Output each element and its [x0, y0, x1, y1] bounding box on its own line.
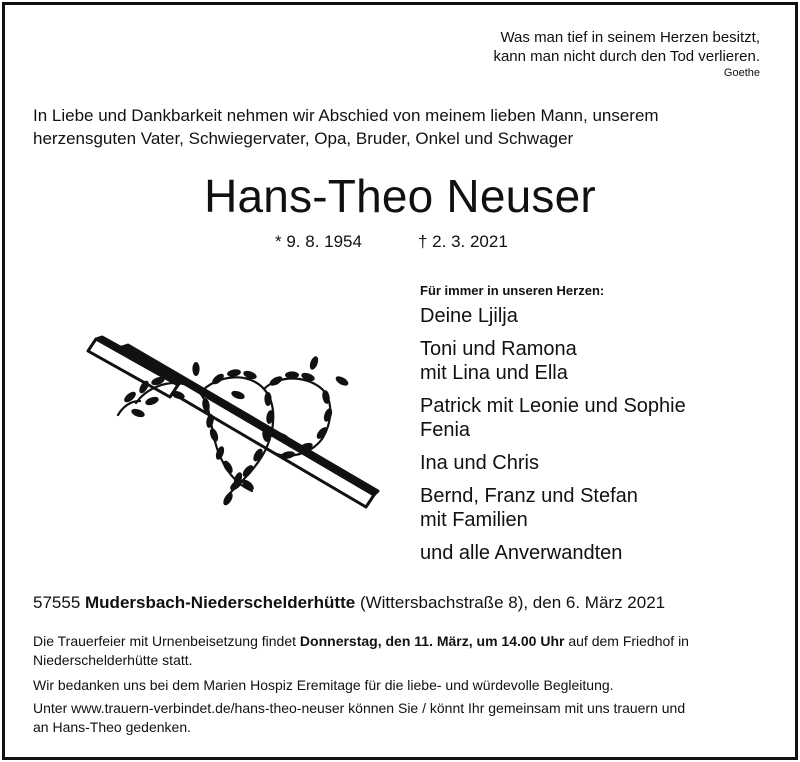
ceremony-date: Donnerstag, den 11. März, um 14.00 Uhr [299, 633, 565, 649]
address-place: Mudersbach-Niederschelderhütte [85, 593, 356, 612]
mourners-list [420, 282, 790, 574]
intro-text [33, 104, 773, 150]
quote-line-1: Was man tief in seinem Herzen besitzt, [500, 29, 760, 46]
leaf-shape [208, 427, 220, 443]
mourner-group [420, 394, 790, 442]
ceremony-text-a: Die Trauerfeier mit Urnenbeisetzung findet [33, 633, 297, 649]
leaf-shape [241, 463, 256, 478]
mourner-line: Patrick mit Leonie und Sophie [420, 395, 686, 417]
ceremony-paragraph [33, 632, 773, 670]
mourner-line: Bernd, Franz und Stefan [420, 485, 638, 507]
mourner-line: Deine Ljilja [420, 305, 518, 327]
ceremony-text-c: Niederschelderhütte statt. [33, 652, 193, 668]
mourner-line: mit Familien [420, 509, 528, 531]
leaf-shape [144, 395, 160, 407]
address-rest: (Wittersbachstraße 8), den 6. März 2021 [359, 593, 666, 612]
leaf-shape [334, 374, 350, 387]
mourner-line: mit Lina und Ella [420, 362, 568, 384]
mourner-line: Ina und Chris [420, 452, 539, 474]
ceremony-text-b: auf dem Friedhof in [568, 633, 689, 649]
mourners-heading: Für immer in unseren Herzen: [420, 283, 605, 298]
leaf-shape [322, 407, 334, 423]
birth-date: * 9. 8. 1954 [275, 232, 362, 251]
leaf-shape [264, 392, 271, 406]
mourner-line: Fenia [420, 419, 471, 441]
online-text-a: Unter www.trauern-verbindet.de/hans-theo-neuser können Sie / könnt Ihr gemeinsam mit uns trauern und [33, 700, 686, 716]
intro-line-1: In Liebe und Dankbarkeit nehmen wir Abschied von meinem lieben Mann, unserem [33, 106, 659, 125]
quote-line-2: kann man nicht durch den Tod verlieren. [493, 48, 760, 65]
address-zip: 57555 [33, 593, 81, 612]
cross-with-leaf-wreath-icon [78, 335, 383, 515]
mourner-group [420, 484, 790, 532]
leaf-shape [130, 407, 146, 419]
death-date: † 2. 3. 2021 [418, 232, 508, 251]
leaf-shape [230, 389, 246, 401]
mourner-group [420, 304, 790, 328]
mourner-group [420, 541, 790, 565]
mourner-line: und alle Anverwandten [420, 542, 623, 564]
mourner-group [420, 337, 790, 385]
address-line [33, 592, 665, 614]
intro-line-2: herzensguten Vater, Schwiegervater, Opa, Bruder, Onkel und Schwager [33, 129, 574, 148]
deceased-name: Hans-Theo Neuser [204, 170, 596, 222]
thanks-paragraph: Wir bedanken uns bei dem Marien Hospiz Eremitage für die liebe- und würdevolle Begleitung. [33, 677, 614, 693]
cross-shape [88, 337, 378, 507]
online-text-b: an Hans-Theo gedenken. [33, 719, 191, 735]
leaf-shape [268, 374, 284, 387]
leaf-shape [285, 371, 299, 378]
mourner-groups [420, 304, 790, 565]
mourner-line: Toni und Ramona [420, 338, 577, 360]
quote-author: Goethe [723, 67, 760, 79]
leaf-garland [118, 377, 330, 495]
mourner-group [420, 451, 790, 475]
online-paragraph [33, 699, 773, 737]
leaf-shape [192, 362, 199, 376]
leaf-shape [308, 355, 320, 371]
goethe-quote [493, 28, 760, 80]
